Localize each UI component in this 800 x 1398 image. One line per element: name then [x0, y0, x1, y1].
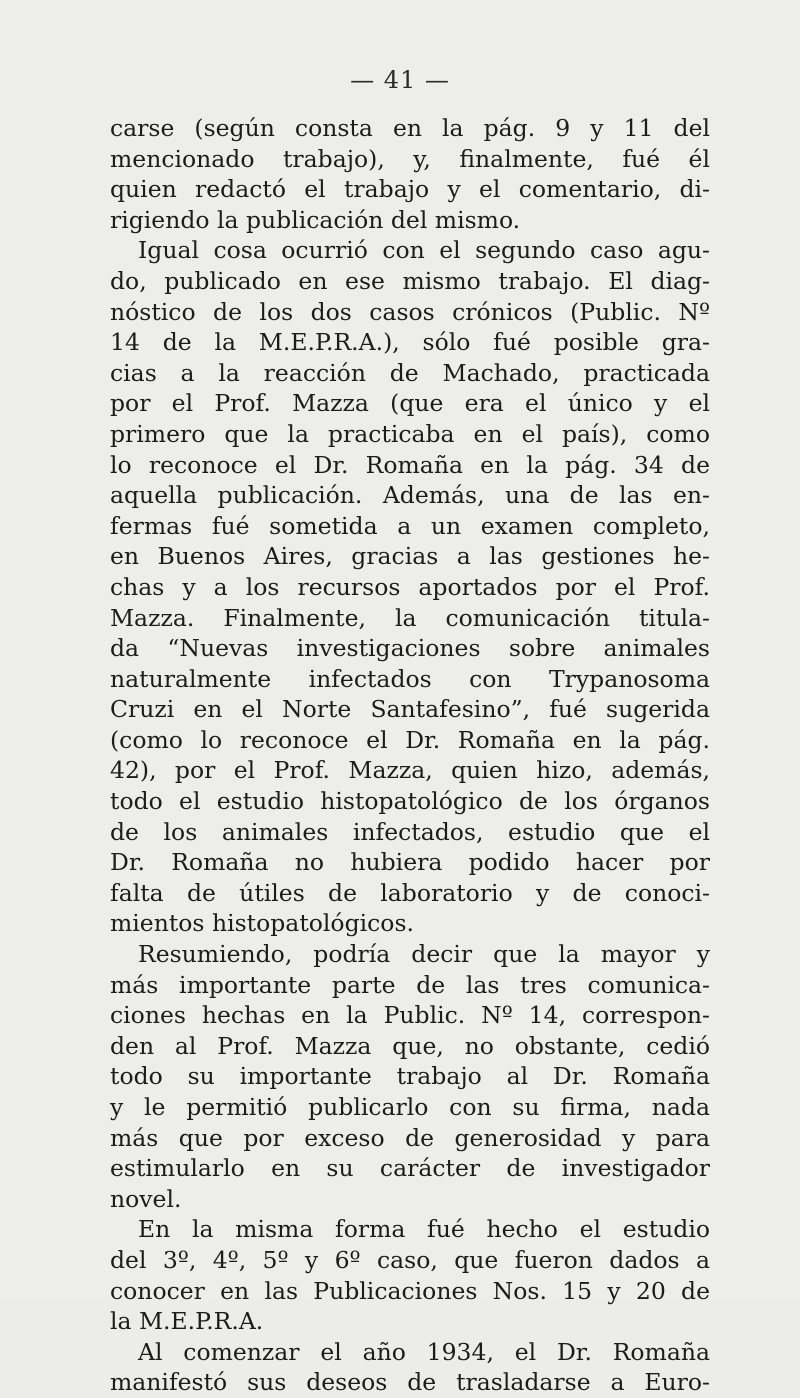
text-line: Al comenzar el año 1934, el Dr. Romaña	[138, 1337, 710, 1366]
body-text	[110, 113, 710, 1398]
text-line: nóstico de los dos casos crónicos (Public. Nº	[110, 297, 710, 326]
text-line: en Buenos Aires, gracias a las gestiones he-	[110, 542, 710, 571]
text-line: Igual cosa ocurrió con el segundo caso agu-	[138, 236, 710, 265]
text-line: y le permitió publicarlo con su firma, nada	[110, 1093, 710, 1121]
text-line: mencionado trabajo), y, finalmente, fué él	[110, 144, 710, 173]
text-line: todo el estudio histopatológico de los órganos	[110, 787, 710, 816]
text-line: Resumiendo, podría decir que la mayor y	[138, 940, 710, 969]
text-line: Mazza. Finalmente, la comunicación titula-	[110, 603, 710, 632]
text-line: lo reconoce el Dr. Romaña en la pág. 34 de	[110, 450, 710, 479]
text-line: den al Prof. Mazza que, no obstante, cedió	[110, 1031, 710, 1060]
text-line: estimularlo en su carácter de investigador	[110, 1154, 710, 1183]
page-number: — 41 —	[350, 66, 450, 94]
text-line: rigiendo la publicación del mismo.	[110, 205, 521, 234]
text-line: primero que la practicaba en el país), como	[110, 419, 710, 448]
text-line: conocer en las Publicaciones Nos. 15 y 20 de	[110, 1276, 710, 1305]
text-line: aquella publicación. Además, una de las en-	[110, 481, 710, 510]
text-line: de los animales infectados, estudio que el	[110, 817, 710, 846]
text-line: todo su importante trabajo al Dr. Romaña	[110, 1062, 710, 1091]
text-line: cias a la reacción de Machado, practicada	[110, 358, 710, 387]
text-line: Dr. Romaña no hubiera podido hacer por	[110, 848, 710, 877]
text-line: del 3º, 4º, 5º y 6º caso, que fueron dados a	[110, 1245, 710, 1274]
text-line: quien redactó el trabajo y el comentario, di-	[110, 175, 710, 204]
text-line: naturalmente infectados con Trypanosoma	[110, 664, 710, 693]
text-line: ciones hechas en la Public. Nº 14, correspon-	[110, 1001, 710, 1030]
text-line: Cruzi en el Norte Santafesino”, fué sugerida	[110, 695, 710, 724]
text-line: falta de útiles de laboratorio y de conoci-	[110, 878, 710, 907]
text-line: 42), por el Prof. Mazza, quien hizo, además,	[110, 756, 710, 785]
text-line: (como lo reconoce el Dr. Romaña en la pág.	[110, 725, 710, 754]
text-line: carse (según consta en la pág. 9 y 11 del	[110, 114, 710, 142]
text-line: da “Nuevas investigaciones sobre animales	[110, 634, 710, 663]
text-line: fermas fué sometida a un examen completo,	[110, 511, 710, 540]
text-line: por el Prof. Mazza (que era el único y el	[110, 389, 710, 418]
text-line: mientos histopatológicos.	[110, 909, 414, 938]
text-line: novel.	[110, 1184, 182, 1213]
text-line: En la misma forma fué hecho el estudio	[138, 1215, 710, 1244]
text-line: más que por exceso de generosidad y para	[110, 1123, 710, 1152]
text-line: 14 de la M.E.P.R.A.), sólo fué posible gra-	[110, 328, 710, 357]
text-line: más importante parte de las tres comunica-	[110, 970, 710, 999]
text-line: chas y a los recursos aportados por el Prof.	[110, 572, 710, 601]
text-line: manifestó sus deseos de trasladarse a Euro-	[110, 1368, 710, 1397]
text-line: do, publicado en ese mismo trabajo. El diag-	[110, 266, 710, 295]
text-line: la M.E.P.R.A.	[110, 1307, 264, 1336]
